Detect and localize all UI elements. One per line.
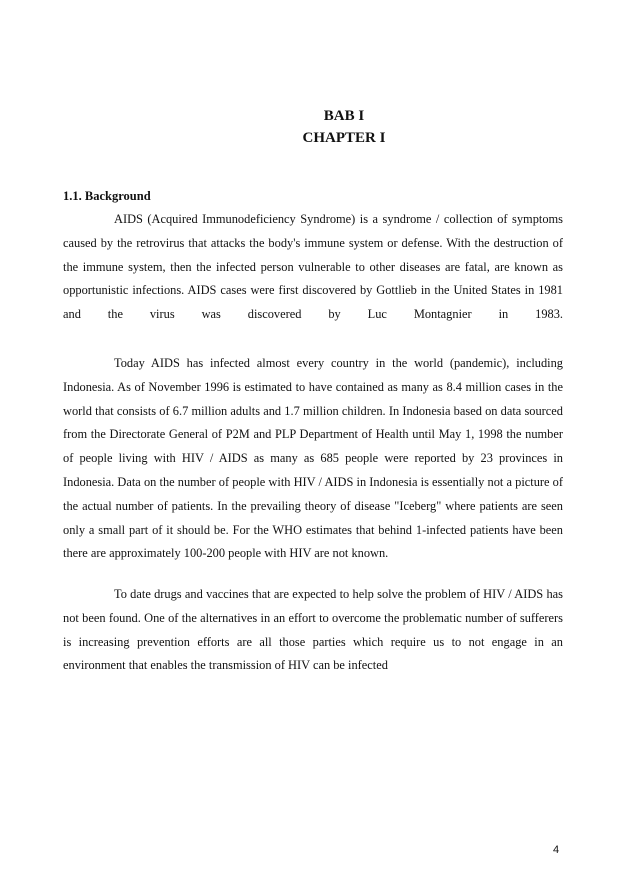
page-number: 4: [553, 844, 560, 856]
bab-title: BAB I: [323, 108, 365, 124]
section-heading: 1.1. Background: [63, 189, 151, 203]
paragraph-1: AIDS (Acquired Immunodeficiency Syndrome) is a syndrome / collection of symptoms caused by the retrovirus that attacks the body's immune system or defense. With the destruction of the immune system, then the infected person vulnerable to other diseases are fatal, are known as opportunistic infections. AIDS cases were first discovered by Gottlieb in the United States in 1981 and the virus was discovered by Luc Montagnier in 1983.: [63, 212, 563, 322]
paragraph-3: To date drugs and vaccines that are expected to help solve the problem of HIV / AIDS has not been found. One of the alternatives in an effort to overcome the problematic number of sufferers is increasing prevention efforts are all those parties which require us to not engage in an environment that enables the transmission of HIV can be infected: [63, 587, 563, 673]
paragraph-2: Today AIDS has infected almost every country in the world (pandemic), including Indonesia. As of November 1996 is estimated to have contained as many as 8.4 million cases in the world that consists of 6.7 million adults and 1.7 million children. In Indonesia based on data sourced from the Directorate General of P2M and PLP Department of Health until May 1, 1998 the number of people living with HIV / AIDS as many as 685 people were reported by 23 provinces in Indonesia. Data on the number of people with HIV / AIDS in Indonesia is essentially not a picture of the actual number of patients. In the prevailing theory of disease "Iceberg" where patients are seen only a small part of it should be. For the WHO estimates that behind 1-infected patients have been there are approximately 100-200 people with HIV are not known.: [63, 356, 563, 561]
chapter-title: CHAPTER I: [302, 130, 386, 146]
